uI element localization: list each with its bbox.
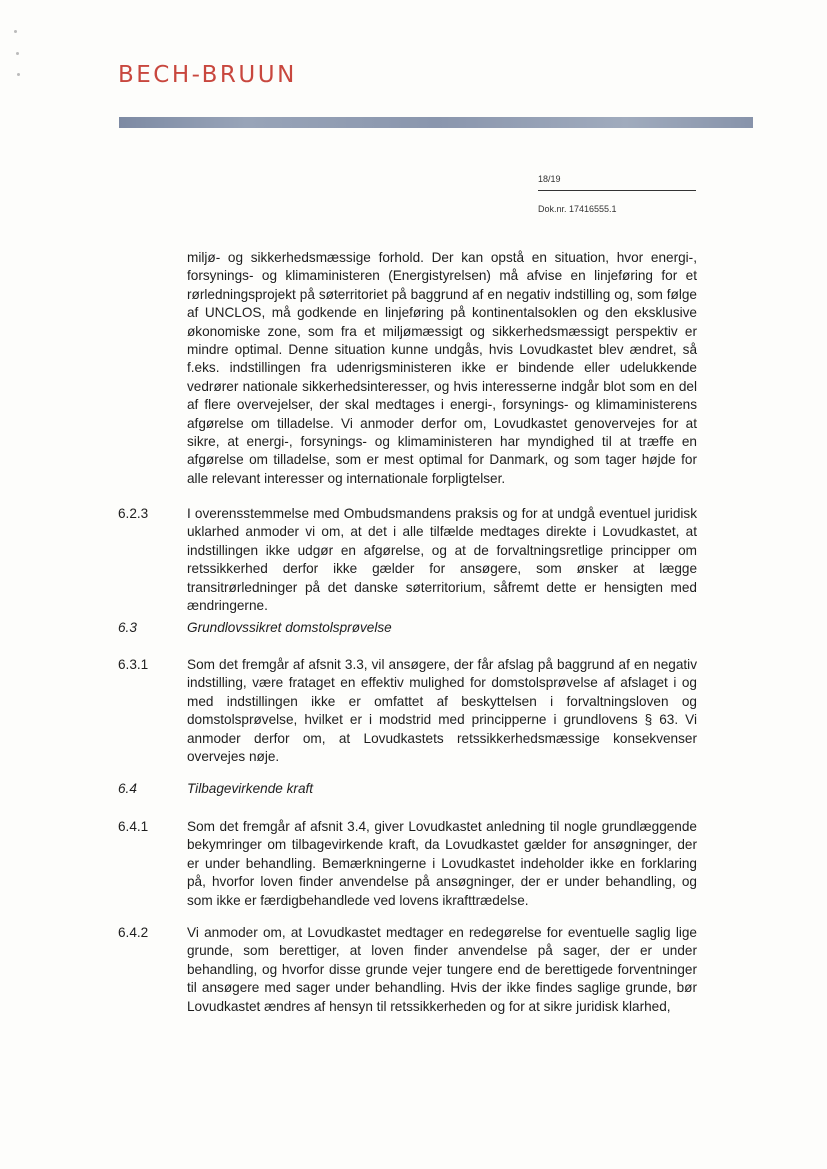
section-heading-6-4: Tilbagevirkende kraft [187, 781, 314, 796]
company-logo: BECH-BRUUN [118, 62, 297, 88]
section-number-6-2-3: 6.2.3 [118, 506, 149, 521]
header-band [119, 117, 753, 128]
section-number-6-3-1: 6.3.1 [118, 657, 149, 672]
section-heading-6-3: Grundlovssikret domstolsprøvelse [187, 620, 392, 635]
paragraph-6-2-3: I overensstemmelse med Ombudsmandens praksis og for at undgå eventuel juridisk uklarhed anmoder vi om, at det i alle tilfælde medtages direkte i Lovudkastet, at indstillingen ikke udgør en afgørelse, og at de forvaltningsretlige principper om retssikkerhed derfor ikke gælder for ansøgere, som ønsker at lægge transitrørledninger på det danske søterritorium, såfremt dette er hensigten med ændringerne. [187, 506, 697, 614]
section-number-6-4-1: 6.4.1 [118, 819, 149, 834]
paragraph-6-4-2: Vi anmoder om, at Lovudkastet medtager en redegørelse for eventuelle saglig lige grunde, som berettiger, at loven finder anvendelse på sager, der er under behandling, og hvorfor disse grunde vejer tungere end de berettigede forventninger til ansøgere med sager under behandling. Hvis der ikke findes saglige grunde, bør Lovudkastet ændres af hensyn til retssikkerheden og for at sikre juridisk klarhed, [187, 925, 697, 1014]
paragraph-6-4-1: Som det fremgår af afsnit 3.4, giver Lovudkastet anledning til nogle grundlæggende bekymringer om tilbagevirkende kraft, da Lovudkastet gælder for ansøgninger, der er under behandling. Bemærkningerne i Lovudkastet indeholder ikke en forklaring på, hvorfor loven finder anvendelse på ansøgninger, der er under behandling, og som ikke er færdigbehandlede ved lovens ikrafttrædelse. [187, 819, 697, 908]
document-number: Dok.nr. 17416555.1 [538, 204, 617, 214]
header-rule [538, 190, 696, 191]
scan-artifact [16, 52, 19, 55]
paragraph-6-3-1: Som det fremgår af afsnit 3.3, vil ansøgere, der får afslag på baggrund af en negativ indstilling, være frataget en effektiv mulighed for domstolsprøvelse af afslaget i og med indstillingen ikke er omfattet af beskyttelsen i forvaltningsloven og domstolsprøvelse, hvilket er i modstrid med principperne i grundlovens § 63. Vi anmoder derfor om, at Lovudkastets retssikkerhedsmæssige konsekvenser overvejes nøje. [187, 657, 697, 765]
scan-artifact [17, 73, 20, 76]
paragraph-continued: miljø- og sikkerhedsmæssige forhold. Der kan opstå en situation, hvor energi-, forsynings- og klimaministeren (Energistyrelsen) må afvise en linjeføring for et rørledningsprojekt på søterritoriet på baggrund af en negativ indstilling og, som følge af UNCLOS, må godkende en linjeføring på kontinentalsoklen og den eksklusive økonomiske zone, som fra et miljømæssigt og sikkerhedsmæssigt perspektiv er mindre optimal. Denne situation kunne undgås, hvis Lovudkastet blev ændret, så f.eks. indstillingen fra udenrigsministeren ikke er bindende eller udelukkende vedrører nationale sikkerhedsinteresser, og hvis interesserne indgår blot som en del af flere overvejelser, der skal medtages i energi-, forsynings- og klimaministerens afgørelse om tilladelse. Vi anmoder derfor om, Lovudkastet genovervejes for at sikre, at energi-, forsynings- og klimaministeren har myndighed til at træffe en afgørelse om tilladelse, som er mest optimal for Danmark, og som tager højde for alle relevant interesser og internationale forpligtelser. [187, 250, 697, 486]
page-number: 18/19 [538, 174, 561, 184]
section-number-6-4: 6.4 [118, 781, 137, 796]
scan-artifact [14, 30, 17, 33]
section-number-6-3: 6.3 [118, 620, 137, 635]
section-number-6-4-2: 6.4.2 [118, 925, 149, 940]
